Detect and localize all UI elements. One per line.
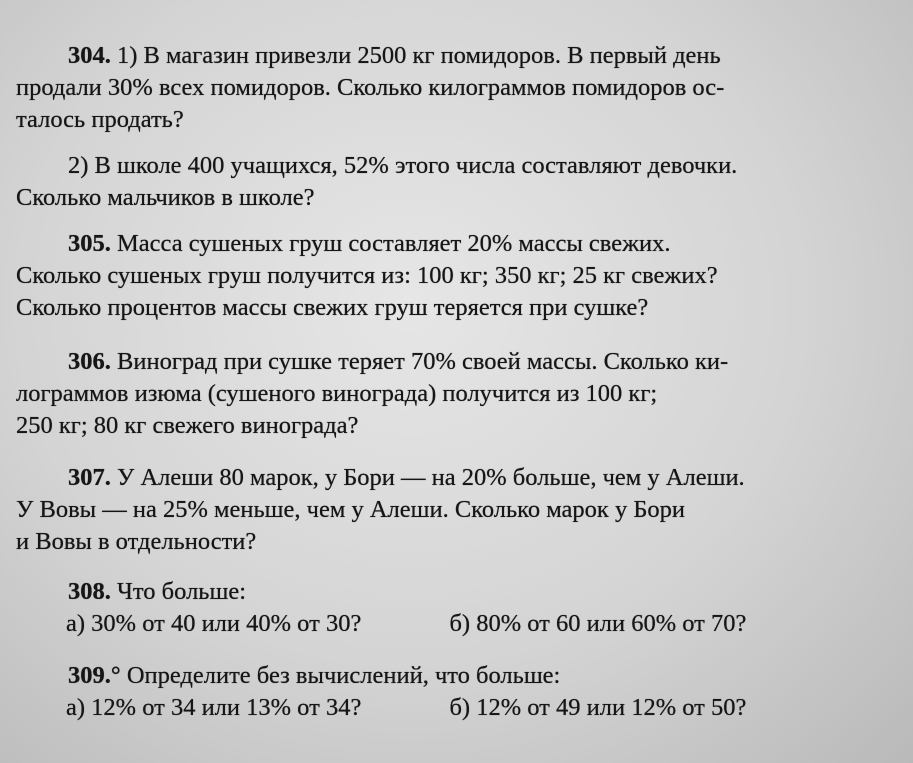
problem-line: У Вовы — на 25% меньше, чем у Алеши. Сколько марок у Бори bbox=[16, 496, 686, 523]
problem-number: 308. bbox=[68, 578, 111, 605]
problem-306 bbox=[16, 346, 831, 442]
problem-304 bbox=[16, 40, 831, 136]
problem-line: лограммов изюма (сушеного винограда) получится из 100 кг; bbox=[16, 380, 658, 407]
problem-number: 306. bbox=[68, 348, 111, 375]
problem-line: 308. Что больше: bbox=[68, 578, 247, 605]
problem-number: 307. bbox=[68, 464, 111, 491]
problem-options bbox=[16, 692, 831, 724]
option-a: а) 30% от 40 или 40% от 30? bbox=[66, 610, 362, 637]
problem-309 bbox=[16, 660, 831, 724]
problem-line: 250 кг; 80 кг свежего винограда? bbox=[16, 412, 359, 439]
problem-line: Сколько сушеных груш получится из: 100 кг; 350 кг; 25 кг свежих? bbox=[16, 262, 718, 289]
problem-line: 306. Виноград при сушке теряет 70% своей массы. Сколько ки- bbox=[68, 348, 729, 375]
problem-number: 305. bbox=[68, 230, 111, 257]
problem-line: 304. 1) В магазин привезли 2500 кг помидоров. В первый день bbox=[68, 42, 721, 69]
problem-307 bbox=[16, 462, 831, 558]
problem-305 bbox=[16, 228, 831, 324]
problem-options bbox=[16, 608, 831, 640]
problem-number: 304. bbox=[68, 42, 111, 69]
problem-number: 309.° bbox=[68, 662, 121, 689]
option-b: б) 12% от 49 или 12% от 50? bbox=[449, 694, 747, 721]
problem-line: Сколько процентов массы свежих груш теряется при сушке? bbox=[16, 294, 649, 321]
option-b: б) 80% от 60 или 60% от 70? bbox=[449, 610, 747, 637]
problem-line: талось продать? bbox=[16, 106, 184, 133]
problem-line: продали 30% всех помидоров. Сколько килограммов помидоров ос- bbox=[16, 74, 725, 101]
problem-line: 309.° Определите без вычислений, что больше: bbox=[68, 662, 561, 689]
problem-line: 307. У Алеши 80 марок, у Бори — на 20% больше, чем у Алеши. bbox=[68, 464, 745, 491]
problem-line: 2) В школе 400 учащихся, 52% этого числа составляют девочки. bbox=[68, 152, 738, 179]
problem-line: Сколько мальчиков в школе? bbox=[16, 184, 315, 211]
problem-308 bbox=[16, 576, 831, 640]
problem-line: и Вовы в отдельности? bbox=[16, 528, 257, 555]
option-a: а) 12% от 34 или 13% от 34? bbox=[66, 694, 362, 721]
problem-304-part-2 bbox=[16, 150, 831, 214]
problem-line: 305. Масса сушеных груш составляет 20% массы свежих. bbox=[68, 230, 671, 257]
